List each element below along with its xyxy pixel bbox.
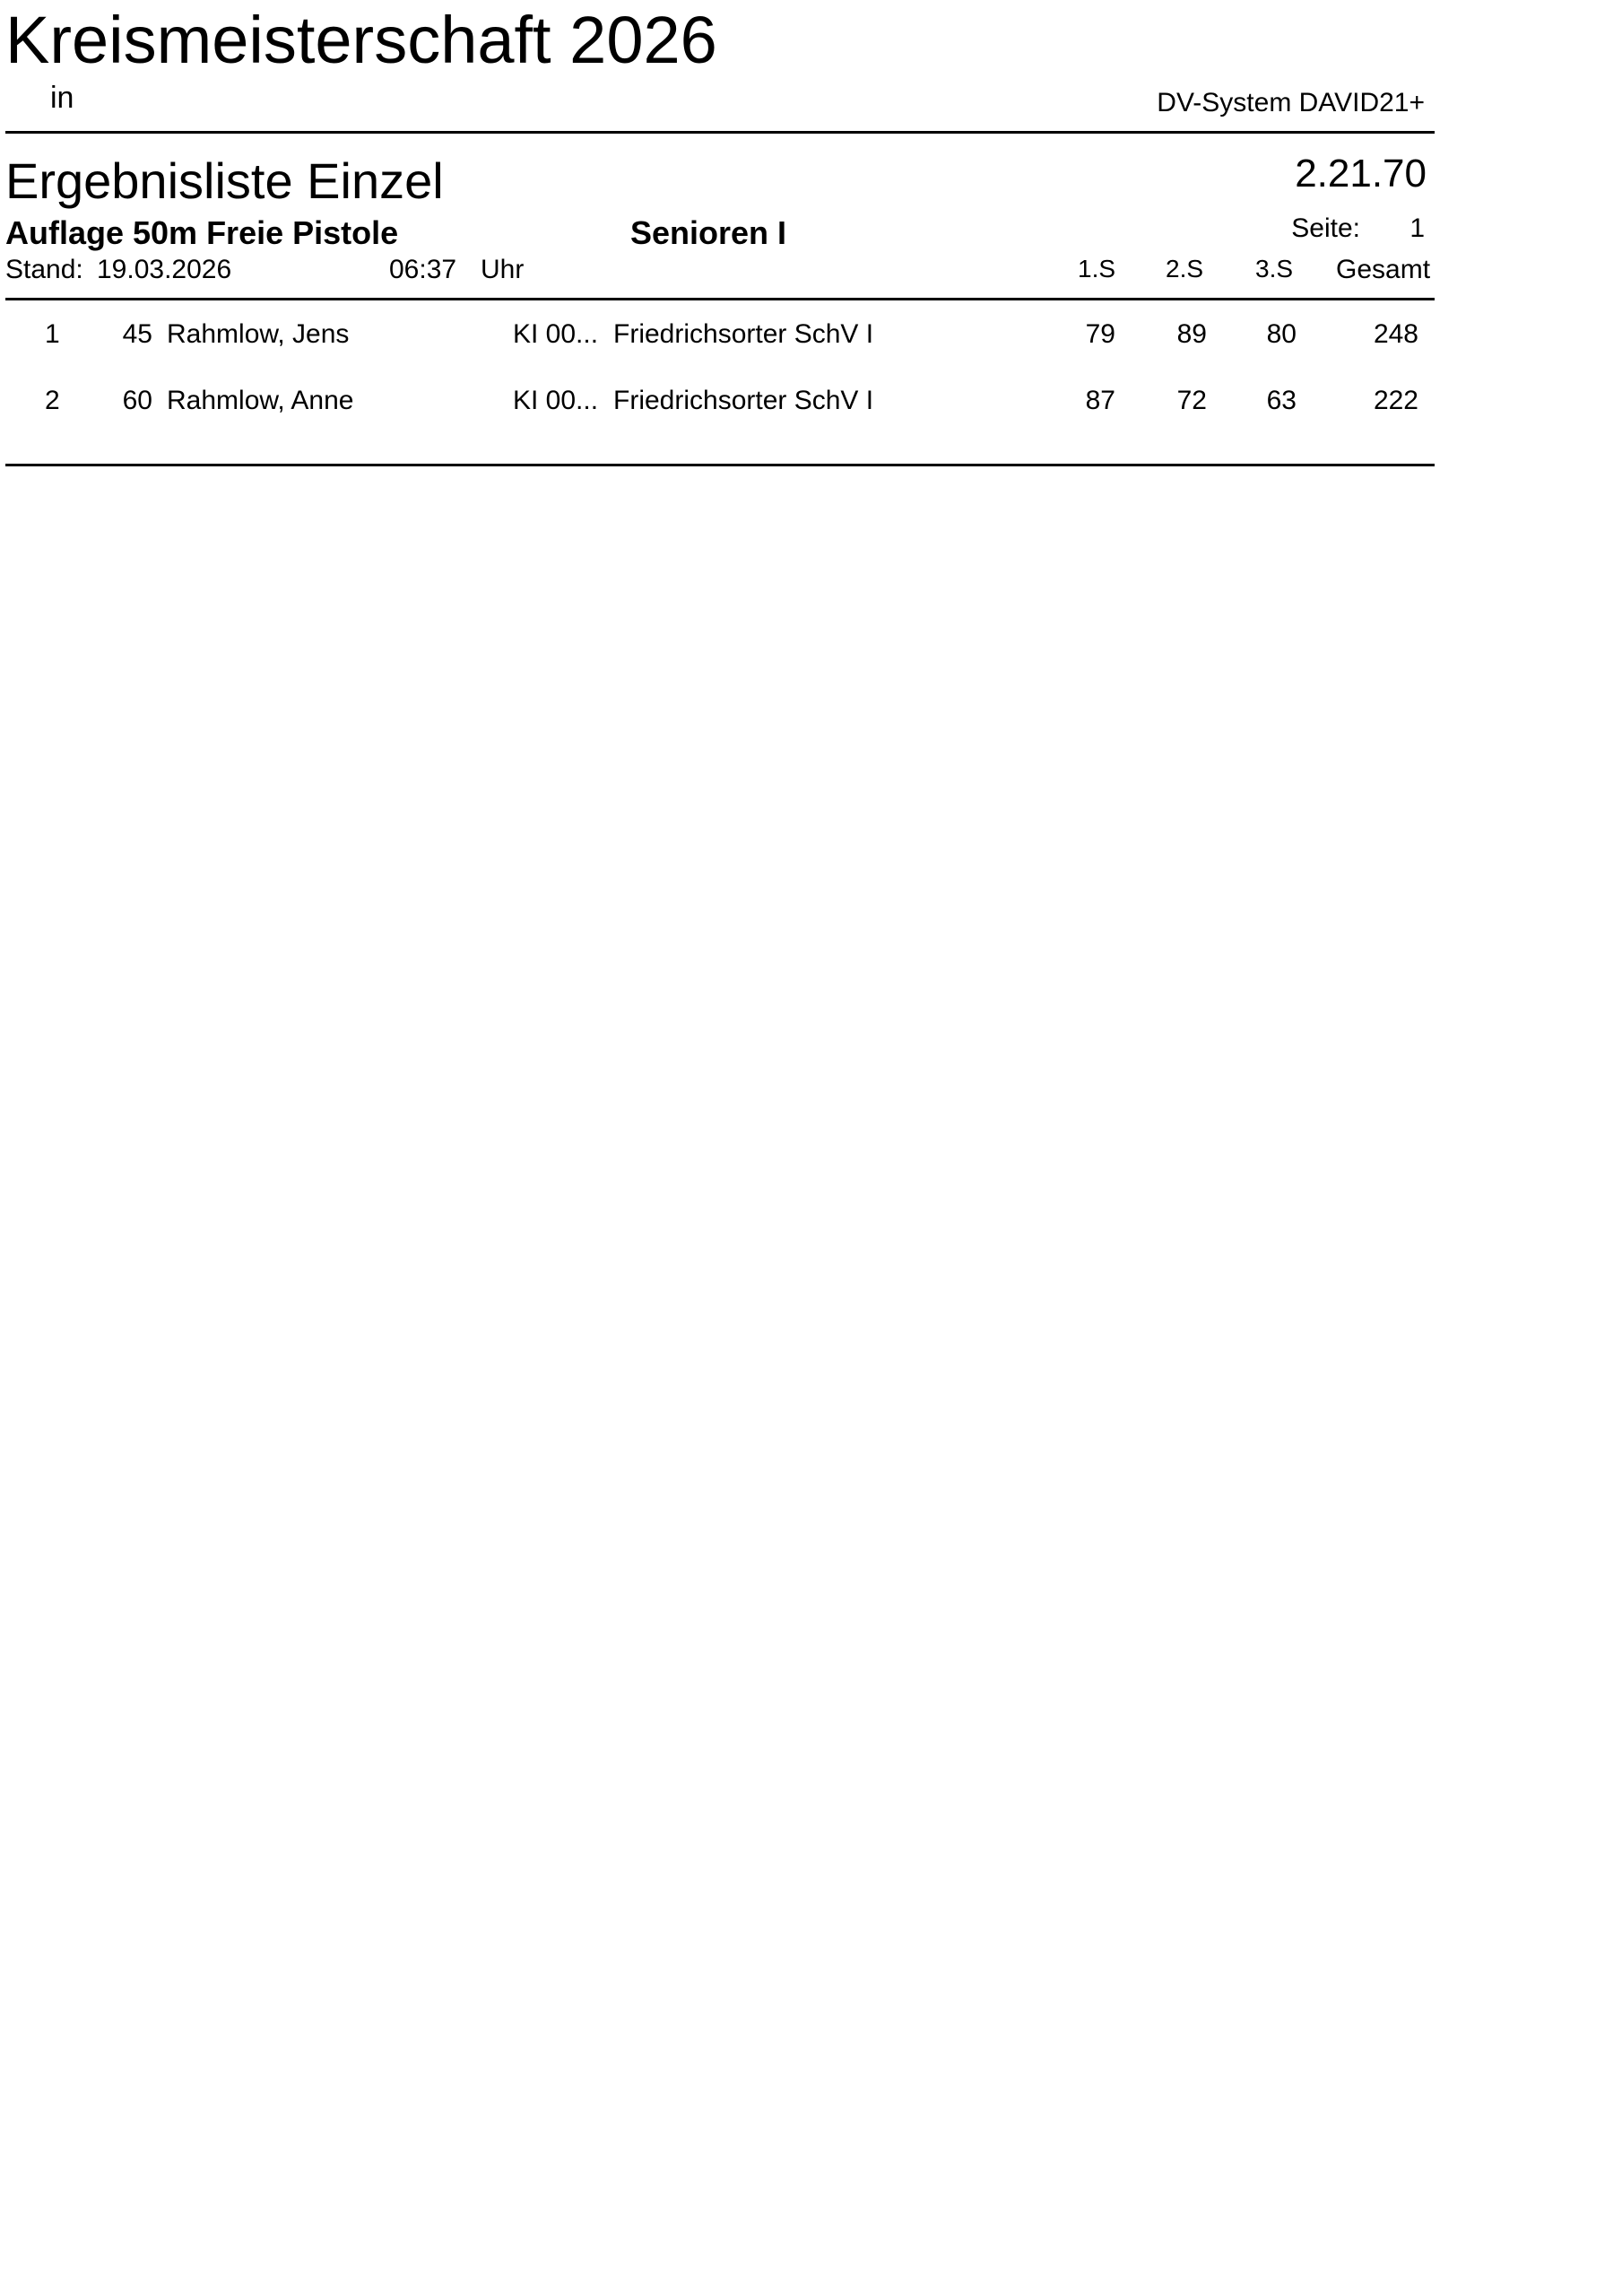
club-code-cell: KI 00... <box>513 386 599 415</box>
discipline-label: Auflage 50m Freie Pistole <box>5 214 399 251</box>
shooter-name-cell: Rahmlow, Anne <box>167 386 354 415</box>
rank-cell: 1 <box>45 319 60 349</box>
list-title: Ergebnisliste Einzel <box>5 152 444 209</box>
club-code-cell: KI 00... <box>513 319 599 349</box>
table-footer-divider <box>5 464 1435 466</box>
table-header-divider <box>5 298 1435 300</box>
series-2-cell: 89 <box>1176 319 1207 349</box>
club-name-cell: Friedrichsorter SchV I <box>613 386 874 415</box>
column-header-series-2: 2.S <box>1166 255 1204 283</box>
series-3-cell: 80 <box>1266 319 1297 349</box>
system-label: DV-System DAVID21+ <box>1157 88 1425 117</box>
table-row <box>0 387 1622 423</box>
total-cell: 222 <box>1373 386 1418 415</box>
page-label: Seite: <box>1291 213 1360 243</box>
series-1-cell: 87 <box>1085 386 1115 415</box>
version-number: 2.21.70 <box>1295 152 1427 196</box>
column-header-series-3: 3.S <box>1255 255 1294 283</box>
shooter-name-cell: Rahmlow, Jens <box>167 319 350 349</box>
column-header-total: Gesamt <box>1336 255 1431 284</box>
header-divider <box>5 131 1435 134</box>
start-number-cell: 60 <box>122 386 152 415</box>
event-title: Kreismeisterschaft 2026 <box>5 3 717 77</box>
column-header-series-1: 1.S <box>1078 255 1116 283</box>
stand-unit: Uhr <box>481 255 525 284</box>
start-number-cell: 45 <box>122 319 152 349</box>
stand-date: 19.03.2026 <box>97 255 232 284</box>
club-name-cell: Friedrichsorter SchV I <box>613 319 874 349</box>
table-row <box>0 321 1622 357</box>
series-1-cell: 79 <box>1085 319 1115 349</box>
stand-label: Stand: <box>5 255 83 284</box>
page-number: 1 <box>1409 213 1425 243</box>
series-2-cell: 72 <box>1176 386 1207 415</box>
total-cell: 248 <box>1373 319 1418 349</box>
stand-time: 06:37 <box>389 255 457 284</box>
class-label: Senioren I <box>630 214 787 251</box>
location-prefix: in <box>50 81 74 115</box>
series-3-cell: 63 <box>1266 386 1297 415</box>
rank-cell: 2 <box>45 386 60 415</box>
